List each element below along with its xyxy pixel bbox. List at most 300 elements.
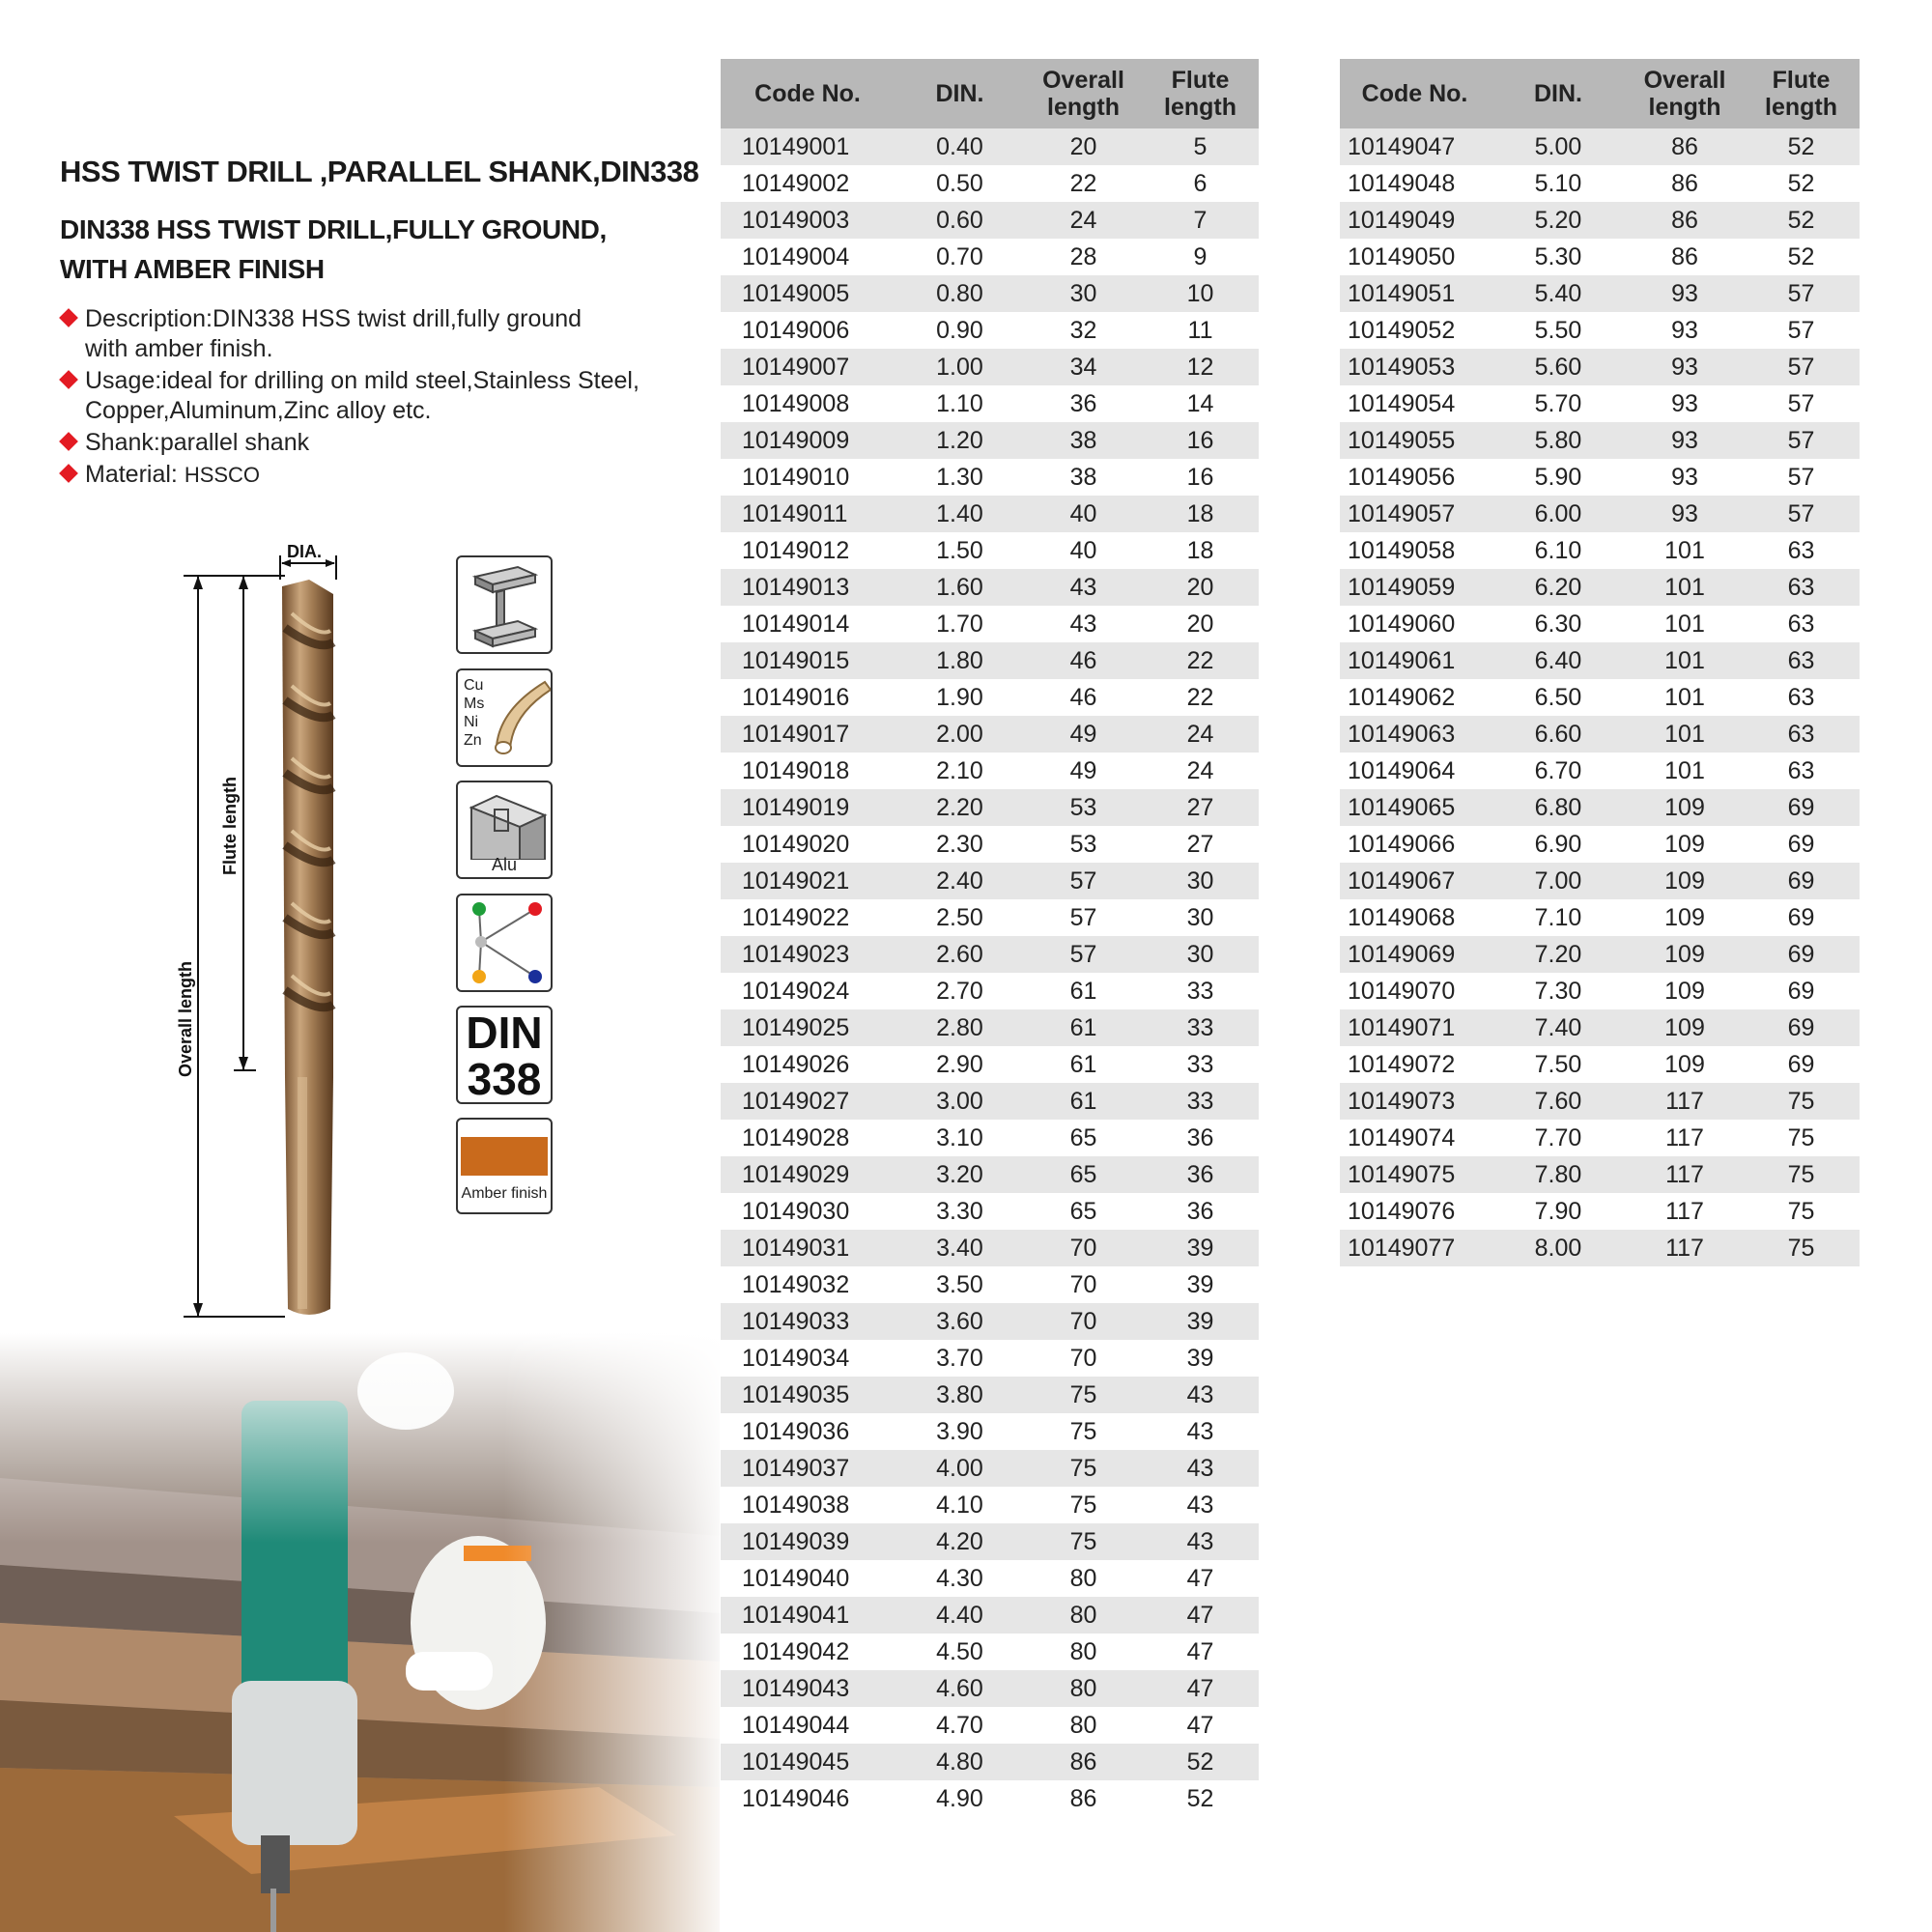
cell-din: 3.00 <box>895 1083 1025 1120</box>
cell-overall-length: 65 <box>1025 1193 1142 1230</box>
cell-code-no: 10149058 <box>1340 532 1490 569</box>
table-body-left <box>721 128 1259 1817</box>
header-flute-line-1: Flute <box>1171 67 1230 94</box>
cell-flute-length: 57 <box>1743 349 1860 385</box>
non-ferrous-metals-icon <box>456 668 553 767</box>
cell-overall-length: 86 <box>1627 239 1743 275</box>
cell-overall-length: 117 <box>1627 1193 1743 1230</box>
drill-bit-icon <box>282 580 333 1315</box>
cell-code-no: 10149072 <box>1340 1046 1490 1083</box>
cell-din: 4.50 <box>895 1634 1025 1670</box>
table-row <box>721 1523 1259 1560</box>
table-row <box>721 349 1259 385</box>
cell-flute-length: 43 <box>1142 1377 1259 1413</box>
cell-flute-length: 33 <box>1142 1046 1259 1083</box>
table-row <box>1340 312 1860 349</box>
table-row <box>1340 1120 1860 1156</box>
drill-size-table-right <box>1340 59 1860 1266</box>
description-line-1: Description:DIN338 HSS twist drill,fully ground <box>85 305 582 332</box>
cell-din: 8.00 <box>1490 1230 1627 1266</box>
cell-din: 7.50 <box>1490 1046 1627 1083</box>
cell-din: 2.90 <box>895 1046 1025 1083</box>
cell-flute-length: 43 <box>1142 1413 1259 1450</box>
table-row <box>721 606 1259 642</box>
cell-code-no: 10149036 <box>721 1413 895 1450</box>
cell-flute-length: 30 <box>1142 899 1259 936</box>
table-row <box>721 1487 1259 1523</box>
table-row <box>721 826 1259 863</box>
table-row <box>721 1340 1259 1377</box>
cell-code-no: 10149059 <box>1340 569 1490 606</box>
cell-code-no: 10149002 <box>721 165 895 202</box>
cell-overall-length: 75 <box>1025 1377 1142 1413</box>
cell-din: 7.30 <box>1490 973 1627 1009</box>
cell-flute-length: 27 <box>1142 826 1259 863</box>
table-row <box>721 275 1259 312</box>
table-body-right <box>1340 128 1860 1266</box>
table-row <box>1340 422 1860 459</box>
cell-din: 7.80 <box>1490 1156 1627 1193</box>
cell-din: 3.10 <box>895 1120 1025 1156</box>
table-row <box>1340 1046 1860 1083</box>
cell-code-no: 10149010 <box>721 459 895 496</box>
cell-din: 2.80 <box>895 1009 1025 1046</box>
cell-code-no: 10149077 <box>1340 1230 1490 1266</box>
table-row <box>1340 753 1860 789</box>
feature-material <box>60 460 717 490</box>
table-row <box>1340 1156 1860 1193</box>
cell-overall-length: 49 <box>1025 753 1142 789</box>
cell-overall-length: 93 <box>1627 275 1743 312</box>
cell-code-no: 10149060 <box>1340 606 1490 642</box>
table-header-row <box>721 59 1259 128</box>
cell-din: 2.30 <box>895 826 1025 863</box>
table-row <box>721 1744 1259 1780</box>
cell-code-no: 10149033 <box>721 1303 895 1340</box>
cell-flute-length: 16 <box>1142 422 1259 459</box>
cell-code-no: 10149075 <box>1340 1156 1490 1193</box>
cell-overall-length: 75 <box>1025 1523 1142 1560</box>
cell-code-no: 10149024 <box>721 973 895 1009</box>
table-header-row <box>1340 59 1860 128</box>
cell-code-no: 10149049 <box>1340 202 1490 239</box>
cell-overall-length: 93 <box>1627 385 1743 422</box>
cell-code-no: 10149013 <box>721 569 895 606</box>
cell-overall-length: 49 <box>1025 716 1142 753</box>
dia-label: DIA. <box>287 542 322 561</box>
table-row <box>721 532 1259 569</box>
table-row <box>721 165 1259 202</box>
table-row <box>1340 128 1860 165</box>
table-row <box>1340 1009 1860 1046</box>
table-row <box>721 1230 1259 1266</box>
table-row <box>721 863 1259 899</box>
table-row <box>1340 385 1860 422</box>
red-diamond-bullet-icon <box>59 464 78 483</box>
drill-size-table-left <box>721 59 1259 1817</box>
aluminium-profile-icon <box>456 781 553 879</box>
table-row <box>721 496 1259 532</box>
cell-overall-length: 86 <box>1025 1744 1142 1780</box>
cell-din: 6.60 <box>1490 716 1627 753</box>
cell-overall-length: 53 <box>1025 789 1142 826</box>
header-code-no: Code No. <box>1340 59 1490 128</box>
table-row <box>721 753 1259 789</box>
table-row <box>721 1266 1259 1303</box>
cell-overall-length: 101 <box>1627 569 1743 606</box>
cell-din: 7.00 <box>1490 863 1627 899</box>
cell-flute-length: 63 <box>1743 753 1860 789</box>
cell-flute-length: 75 <box>1743 1230 1860 1266</box>
cell-code-no: 10149018 <box>721 753 895 789</box>
green-node-icon <box>472 902 486 916</box>
cell-flute-length: 14 <box>1142 385 1259 422</box>
cell-overall-length: 117 <box>1627 1156 1743 1193</box>
cell-code-no: 10149045 <box>721 1744 895 1780</box>
table-row <box>1340 789 1860 826</box>
cell-flute-length: 16 <box>1142 459 1259 496</box>
cell-din: 7.90 <box>1490 1193 1627 1230</box>
cell-code-no: 10149004 <box>721 239 895 275</box>
cell-overall-length: 101 <box>1627 679 1743 716</box>
cell-code-no: 10149025 <box>721 1009 895 1046</box>
cell-din: 5.10 <box>1490 165 1627 202</box>
cell-din: 5.60 <box>1490 349 1627 385</box>
cell-code-no: 10149038 <box>721 1487 895 1523</box>
cell-overall-length: 101 <box>1627 716 1743 753</box>
cell-overall-length: 75 <box>1025 1413 1142 1450</box>
header-din: DIN. <box>1490 59 1627 128</box>
cell-flute-length: 20 <box>1142 606 1259 642</box>
din-badge-line-1: DIN <box>466 1008 543 1058</box>
cell-overall-length: 20 <box>1025 128 1142 165</box>
cell-code-no: 10149064 <box>1340 753 1490 789</box>
copper-pipe-icon <box>458 670 551 765</box>
cell-code-no: 10149043 <box>721 1670 895 1707</box>
cell-code-no: 10149071 <box>1340 1009 1490 1046</box>
cell-code-no: 10149073 <box>1340 1083 1490 1120</box>
cell-din: 5.20 <box>1490 202 1627 239</box>
cell-overall-length: 80 <box>1025 1634 1142 1670</box>
cell-flute-length: 22 <box>1142 642 1259 679</box>
cell-din: 0.50 <box>895 165 1025 202</box>
cell-overall-length: 46 <box>1025 642 1142 679</box>
header-din: DIN. <box>895 59 1025 128</box>
cell-flute-length: 36 <box>1142 1120 1259 1156</box>
cell-din: 3.30 <box>895 1193 1025 1230</box>
cell-din: 3.80 <box>895 1377 1025 1413</box>
usage-line-2: Copper,Aluminum,Zinc alloy etc. <box>85 397 432 424</box>
cell-code-no: 10149051 <box>1340 275 1490 312</box>
cell-code-no: 10149076 <box>1340 1193 1490 1230</box>
cell-din: 1.70 <box>895 606 1025 642</box>
cell-flute-length: 52 <box>1743 239 1860 275</box>
cell-din: 0.70 <box>895 239 1025 275</box>
table-row <box>1340 826 1860 863</box>
table-row <box>1340 679 1860 716</box>
cell-code-no: 10149039 <box>721 1523 895 1560</box>
page-title: HSS TWIST DRILL ,PARALLEL SHANK,DIN338 <box>60 155 699 188</box>
cell-din: 5.30 <box>1490 239 1627 275</box>
material-label: Material: <box>85 461 185 488</box>
table-row <box>721 1707 1259 1744</box>
cell-din: 6.20 <box>1490 569 1627 606</box>
cell-flute-length: 39 <box>1142 1230 1259 1266</box>
table-row <box>721 422 1259 459</box>
table-row <box>721 1156 1259 1193</box>
cell-code-no: 10149028 <box>721 1120 895 1156</box>
cell-code-no: 10149034 <box>721 1340 895 1377</box>
cell-overall-length: 75 <box>1025 1487 1142 1523</box>
cell-flute-length: 22 <box>1142 679 1259 716</box>
amber-finish-label: Amber finish <box>461 1185 548 1202</box>
cell-din: 6.50 <box>1490 679 1627 716</box>
cell-din: 2.10 <box>895 753 1025 789</box>
cell-din: 0.90 <box>895 312 1025 349</box>
cell-overall-length: 101 <box>1627 532 1743 569</box>
cell-code-no: 10149055 <box>1340 422 1490 459</box>
cell-din: 3.40 <box>895 1230 1025 1266</box>
table-row <box>1340 532 1860 569</box>
yellow-node-icon <box>472 970 486 983</box>
alu-label: Alu <box>491 855 517 874</box>
cell-overall-length: 109 <box>1627 1046 1743 1083</box>
cell-din: 0.60 <box>895 202 1025 239</box>
cell-din: 2.00 <box>895 716 1025 753</box>
table-row <box>721 1560 1259 1597</box>
table-row <box>721 202 1259 239</box>
cell-flute-length: 63 <box>1743 606 1860 642</box>
cell-flute-length: 18 <box>1142 496 1259 532</box>
cell-din: 6.00 <box>1490 496 1627 532</box>
cell-overall-length: 32 <box>1025 312 1142 349</box>
cell-overall-length: 30 <box>1025 275 1142 312</box>
cell-code-no: 10149054 <box>1340 385 1490 422</box>
header-flute-length <box>1142 59 1259 128</box>
cell-overall-length: 109 <box>1627 1009 1743 1046</box>
din-badge-line-2: 338 <box>467 1054 542 1104</box>
cell-overall-length: 70 <box>1025 1303 1142 1340</box>
cell-flute-length: 57 <box>1743 275 1860 312</box>
cell-din: 7.20 <box>1490 936 1627 973</box>
cell-flute-length: 69 <box>1743 863 1860 899</box>
table-row <box>721 239 1259 275</box>
amber-finish-icon <box>456 1118 553 1214</box>
cell-overall-length: 117 <box>1627 1230 1743 1266</box>
cell-overall-length: 109 <box>1627 826 1743 863</box>
material-value: HSSCO <box>184 463 261 487</box>
cell-flute-length: 36 <box>1142 1193 1259 1230</box>
cell-flute-length: 75 <box>1743 1156 1860 1193</box>
cell-flute-length: 33 <box>1142 973 1259 1009</box>
table-row <box>721 1120 1259 1156</box>
cell-code-no: 10149005 <box>721 275 895 312</box>
cell-flute-length: 24 <box>1142 753 1259 789</box>
cell-code-no: 10149011 <box>721 496 895 532</box>
cell-din: 0.40 <box>895 128 1025 165</box>
cell-overall-length: 24 <box>1025 202 1142 239</box>
table-row <box>1340 716 1860 753</box>
cell-overall-length: 80 <box>1025 1597 1142 1634</box>
shank-text: Shank:parallel shank <box>85 429 310 456</box>
cell-flute-length: 69 <box>1743 936 1860 973</box>
cell-flute-length: 39 <box>1142 1303 1259 1340</box>
table-row <box>1340 459 1860 496</box>
cell-code-no: 10149066 <box>1340 826 1490 863</box>
cell-overall-length: 93 <box>1627 349 1743 385</box>
cell-overall-length: 109 <box>1627 899 1743 936</box>
table-row <box>721 1634 1259 1670</box>
table-row <box>721 899 1259 936</box>
cell-code-no: 10149042 <box>721 1634 895 1670</box>
table-row <box>721 312 1259 349</box>
cell-overall-length: 61 <box>1025 973 1142 1009</box>
table-row <box>721 1303 1259 1340</box>
table-row <box>721 385 1259 422</box>
header-overall-line-2: length <box>1047 94 1120 121</box>
description-line-2: with amber finish. <box>85 335 273 362</box>
table-row <box>721 789 1259 826</box>
table-row <box>721 128 1259 165</box>
cell-overall-length: 43 <box>1025 569 1142 606</box>
cell-code-no: 10149053 <box>1340 349 1490 385</box>
cell-code-no: 10149048 <box>1340 165 1490 202</box>
cell-din: 4.10 <box>895 1487 1025 1523</box>
cell-overall-length: 57 <box>1025 899 1142 936</box>
metal-code-cu: Cu <box>464 677 484 694</box>
cell-flute-length: 75 <box>1743 1120 1860 1156</box>
page-subtitle <box>60 210 736 289</box>
cell-din: 4.30 <box>895 1560 1025 1597</box>
header-flute-line-2: length <box>1164 94 1236 121</box>
cell-flute-length: 57 <box>1743 496 1860 532</box>
cell-overall-length: 86 <box>1025 1780 1142 1817</box>
table-row <box>721 716 1259 753</box>
cell-flute-length: 57 <box>1743 422 1860 459</box>
cell-overall-length: 93 <box>1627 496 1743 532</box>
cell-overall-length: 61 <box>1025 1009 1142 1046</box>
cell-din: 1.40 <box>895 496 1025 532</box>
table-row <box>721 1670 1259 1707</box>
metal-code-ni: Ni <box>464 714 479 730</box>
flute-length-label: Flute length <box>220 777 240 875</box>
cell-flute-length: 47 <box>1142 1707 1259 1744</box>
cell-flute-length: 33 <box>1142 1009 1259 1046</box>
cell-code-no: 10149026 <box>721 1046 895 1083</box>
cell-overall-length: 61 <box>1025 1046 1142 1083</box>
cell-code-no: 10149056 <box>1340 459 1490 496</box>
cell-code-no: 10149037 <box>721 1450 895 1487</box>
cell-din: 5.90 <box>1490 459 1627 496</box>
subtitle-line-2: WITH AMBER FINISH <box>60 254 325 284</box>
cell-code-no: 10149057 <box>1340 496 1490 532</box>
cell-din: 1.20 <box>895 422 1025 459</box>
cell-overall-length: 57 <box>1025 863 1142 899</box>
cell-overall-length: 101 <box>1627 642 1743 679</box>
cell-code-no: 10149023 <box>721 936 895 973</box>
cell-flute-length: 10 <box>1142 275 1259 312</box>
cell-code-no: 10149040 <box>721 1560 895 1597</box>
cell-din: 4.20 <box>895 1523 1025 1560</box>
table-row <box>1340 1083 1860 1120</box>
cell-din: 1.60 <box>895 569 1025 606</box>
feature-description <box>60 304 717 364</box>
cell-code-no: 10149029 <box>721 1156 895 1193</box>
cell-din: 7.60 <box>1490 1083 1627 1120</box>
cell-code-no: 10149047 <box>1340 128 1490 165</box>
cell-flute-length: 63 <box>1743 569 1860 606</box>
cell-overall-length: 28 <box>1025 239 1142 275</box>
cell-din: 1.10 <box>895 385 1025 422</box>
header-flute-line-1: Flute <box>1772 67 1831 94</box>
cell-overall-length: 93 <box>1627 312 1743 349</box>
cell-code-no: 10149015 <box>721 642 895 679</box>
cell-overall-length: 46 <box>1025 679 1142 716</box>
cell-overall-length: 86 <box>1627 165 1743 202</box>
header-flute-line-2: length <box>1765 94 1837 121</box>
cell-din: 6.30 <box>1490 606 1627 642</box>
cell-overall-length: 109 <box>1627 789 1743 826</box>
cell-overall-length: 109 <box>1627 936 1743 973</box>
header-overall-line-1: Overall <box>1643 67 1726 94</box>
cell-flute-length: 69 <box>1743 1009 1860 1046</box>
cell-din: 4.40 <box>895 1597 1025 1634</box>
red-node-icon <box>528 902 542 916</box>
table-row <box>1340 899 1860 936</box>
cell-overall-length: 40 <box>1025 496 1142 532</box>
table-row <box>721 459 1259 496</box>
cell-code-no: 10149062 <box>1340 679 1490 716</box>
composite-material-icon <box>456 894 553 992</box>
cell-overall-length: 117 <box>1627 1120 1743 1156</box>
blue-node-icon <box>528 970 542 983</box>
cell-code-no: 10149035 <box>721 1377 895 1413</box>
cell-flute-length: 11 <box>1142 312 1259 349</box>
table-row <box>1340 569 1860 606</box>
cell-flute-length: 52 <box>1743 165 1860 202</box>
table-row <box>721 642 1259 679</box>
cell-code-no: 10149061 <box>1340 642 1490 679</box>
feature-list <box>60 304 717 492</box>
cell-code-no: 10149032 <box>721 1266 895 1303</box>
cell-flute-length: 57 <box>1743 385 1860 422</box>
red-diamond-bullet-icon <box>59 370 78 389</box>
cell-code-no: 10149017 <box>721 716 895 753</box>
cell-din: 5.40 <box>1490 275 1627 312</box>
cell-code-no: 10149070 <box>1340 973 1490 1009</box>
cell-flute-length: 57 <box>1743 312 1860 349</box>
cell-overall-length: 70 <box>1025 1230 1142 1266</box>
din-badge-text <box>458 1009 551 1102</box>
cell-flute-length: 63 <box>1743 532 1860 569</box>
header-overall-line-2: length <box>1648 94 1721 121</box>
subtitle-line-1: DIN338 HSS TWIST DRILL,FULLY GROUND, <box>60 214 607 244</box>
table-row <box>1340 496 1860 532</box>
cell-din: 2.60 <box>895 936 1025 973</box>
cell-overall-length: 80 <box>1025 1707 1142 1744</box>
cell-code-no: 10149065 <box>1340 789 1490 826</box>
cell-overall-length: 86 <box>1627 202 1743 239</box>
cell-code-no: 10149041 <box>721 1597 895 1634</box>
cell-overall-length: 101 <box>1627 753 1743 789</box>
cell-flute-length: 27 <box>1142 789 1259 826</box>
cell-flute-length: 43 <box>1142 1487 1259 1523</box>
cell-din: 5.50 <box>1490 312 1627 349</box>
cell-code-no: 10149067 <box>1340 863 1490 899</box>
usage-line-1: Usage:ideal for drilling on mild steel,Stainless Steel, <box>85 367 639 394</box>
header-overall-length <box>1627 59 1743 128</box>
cell-flute-length: 69 <box>1743 1046 1860 1083</box>
